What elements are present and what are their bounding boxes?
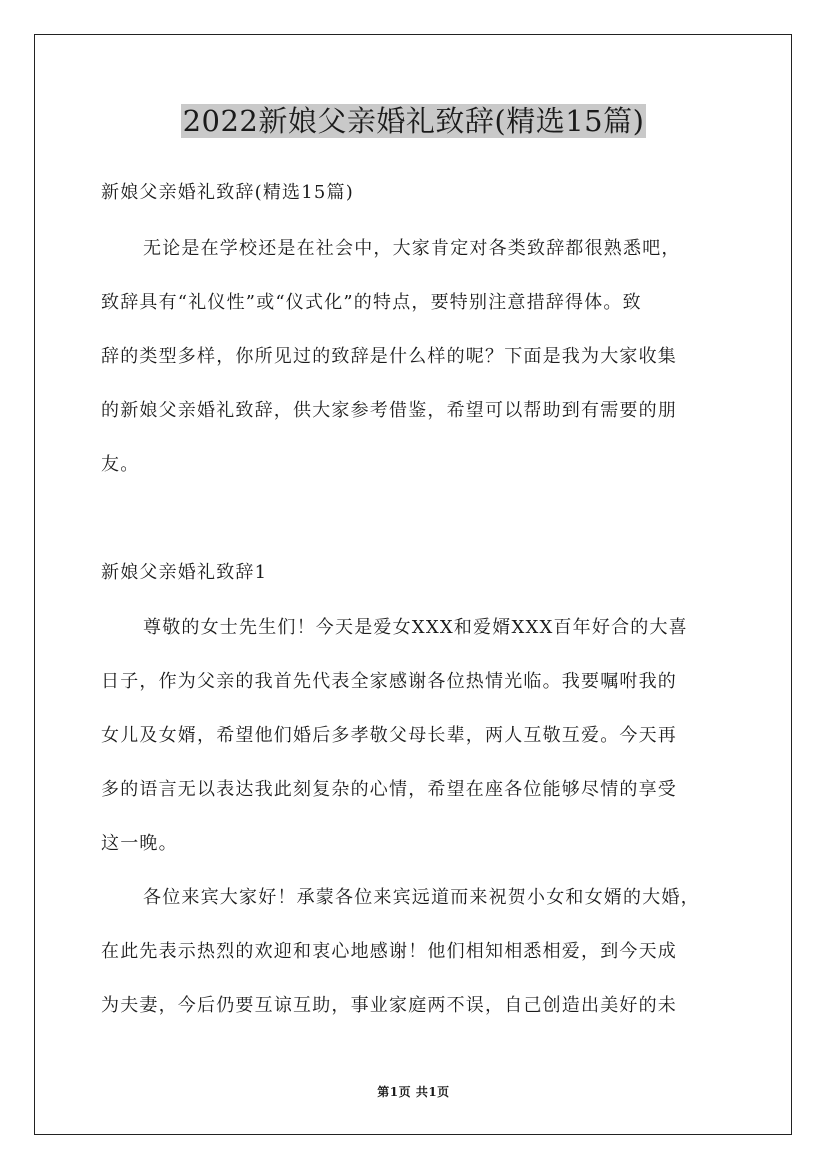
paragraph-line: 尊敬的女士先生们！今天是爱女XXX和爱婿XXX百年好合的大喜 — [143, 617, 688, 638]
intro-line: 无论是在学校还是在社会中，大家肯定对各类致辞都很熟悉吧， — [143, 238, 681, 259]
intro-line: 友。 — [101, 454, 140, 475]
paragraph-line: 为夫妻，今后仍要互谅互助，事业家庭两不误，自己创造出美好的未 — [101, 995, 677, 1016]
document-title-text: 2022新娘父亲婚礼致辞(精选15篇) — [182, 104, 645, 138]
section-heading: 新娘父亲婚礼致辞1 — [101, 562, 268, 583]
paragraph-line: 日子，作为父亲的我首先代表全家感谢各位热情光临。我要嘱咐我的 — [101, 671, 677, 692]
document-title — [0, 99, 827, 143]
paragraph-line: 各位来宾大家好！承蒙各位来宾远道而来祝贺小女和女婿的大婚， — [143, 887, 700, 908]
page-footer: 第1页 共1页 — [377, 1085, 450, 1099]
paragraph-line: 在此先表示热烈的欢迎和衷心地感谢！他们相知相悉相爱，到今天成 — [101, 941, 677, 962]
paragraph-line: 这一晚。 — [101, 833, 178, 854]
paragraph-line: 多的语言无以表达我此刻复杂的心情，希望在座各位能够尽情的享受 — [101, 779, 677, 800]
paragraph-line: 女儿及女婿，希望他们婚后多孝敬父母长辈，两人互敬互爱。今天再 — [101, 725, 677, 746]
intro-line: 的新娘父亲婚礼致辞，供大家参考借鉴，希望可以帮助到有需要的朋 — [101, 400, 677, 421]
intro-line: 辞的类型多样，你所见过的致辞是什么样的呢？下面是我为大家收集 — [101, 346, 677, 367]
document-subtitle: 新娘父亲婚礼致辞(精选15篇) — [101, 182, 354, 203]
intro-line: 致辞具有“礼仪性”或“仪式化”的特点，要特别注意措辞得体。致 — [101, 292, 642, 313]
